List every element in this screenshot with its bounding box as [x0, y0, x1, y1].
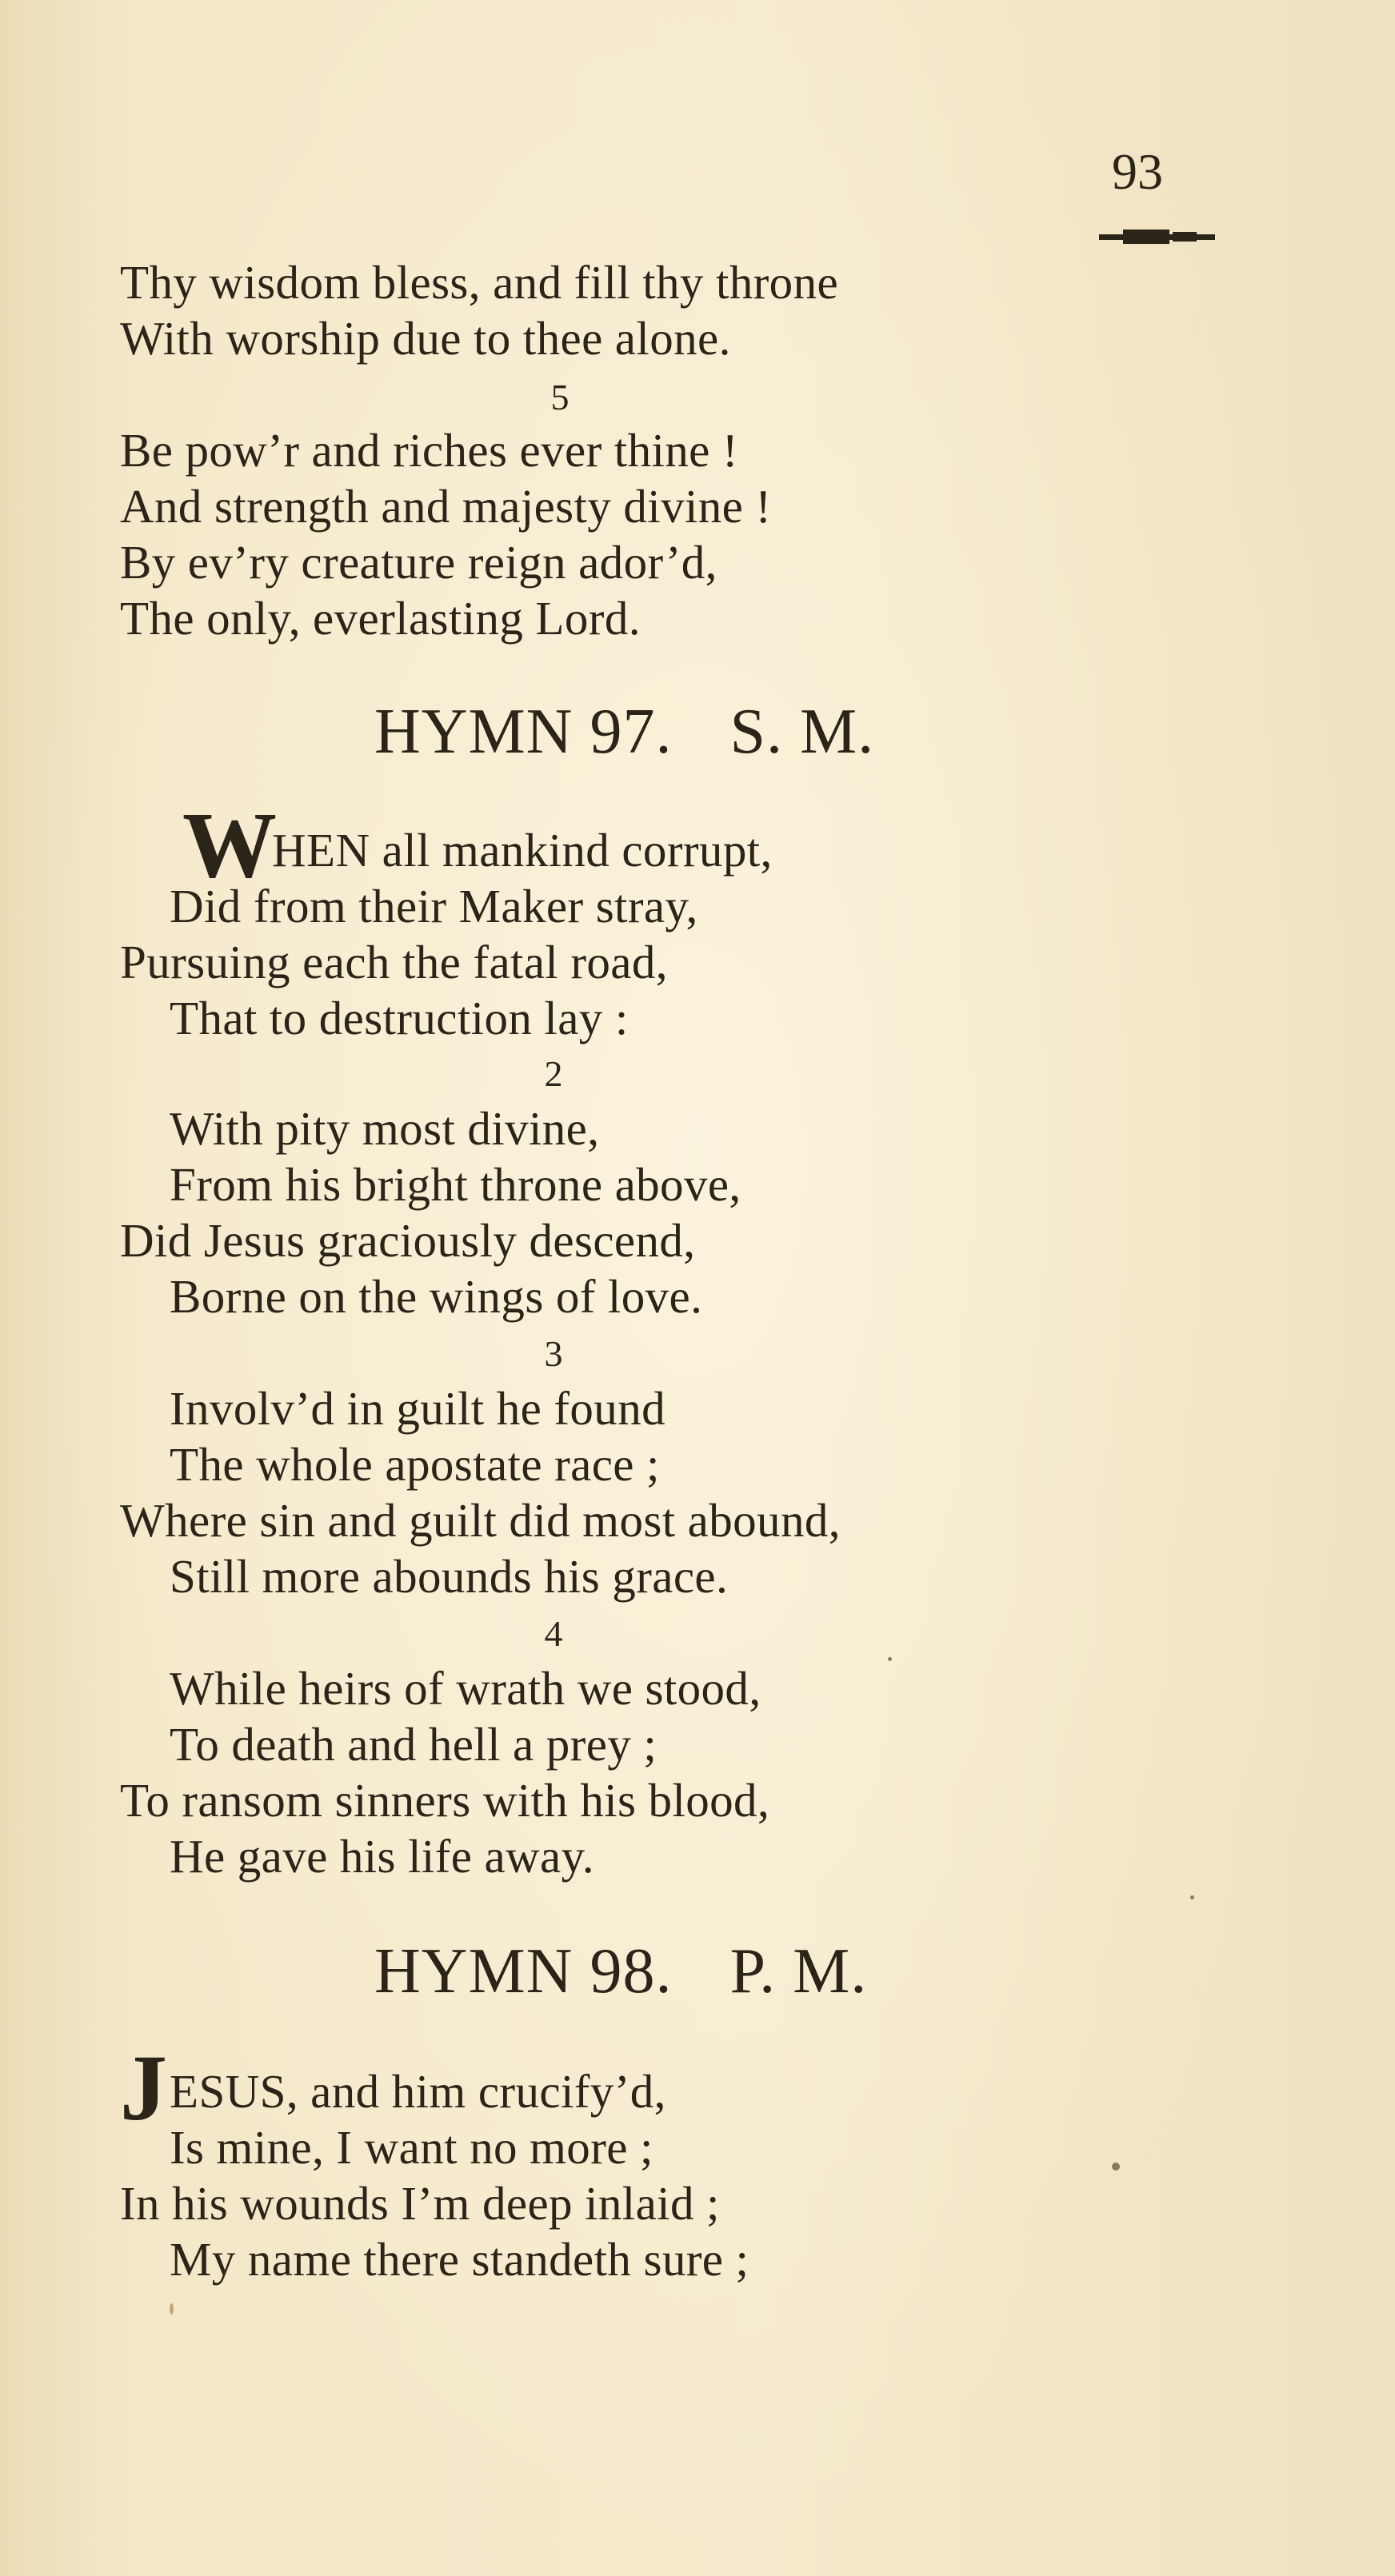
verse-line: Where sin and guilt did most abound, — [120, 1494, 841, 1547]
verse-line: ESUS, and him crucify’d, — [170, 2065, 666, 2118]
verse-line: Involv’d in guilt he found — [170, 1382, 666, 1435]
verse-line: The whole apostate race ; — [170, 1438, 660, 1491]
verse-line: And strength and majesty divine ! — [120, 480, 772, 533]
rule-ornament — [1099, 227, 1215, 246]
verse-line: Did from their Maker stray, — [170, 880, 698, 933]
stanza-number: 2 — [544, 1053, 563, 1094]
drop-cap: W — [182, 793, 277, 897]
verse-line: Be pow’r and riches ever thine ! — [120, 424, 738, 477]
paper-speck — [888, 1657, 892, 1661]
verse-line: Borne on the wings of love. — [170, 1270, 703, 1323]
verse-line: By ev’ry creature reign ador’d, — [120, 536, 717, 589]
verse-line: With worship due to thee alone. — [120, 312, 731, 365]
verse-line: Pursuing each the fatal road, — [120, 936, 668, 988]
verse-line: In his wounds I’m deep inlaid ; — [120, 2177, 720, 2230]
verse-line: With pity most divine, — [170, 1102, 600, 1155]
hymn-title: HYMN 97. — [374, 697, 673, 767]
verse-line: Still more abounds his grace. — [170, 1550, 729, 1603]
hymn-meter: P. M. — [729, 1936, 868, 2007]
paper-speck — [1112, 2163, 1120, 2171]
drop-cap: J — [120, 2035, 167, 2140]
verse-line: HEN all mankind corrupt, — [272, 824, 773, 877]
hymn-meter: S. M. — [729, 697, 875, 767]
hymn-97-heading — [374, 696, 874, 768]
verse-line: To ransom sinners with his blood, — [120, 1774, 770, 1827]
stanza-number: 4 — [544, 1613, 563, 1654]
hymn-title: HYMN 98. — [374, 1936, 673, 2007]
verse-line: To death and hell a prey ; — [170, 1718, 658, 1771]
verse-line: Thy wisdom bless, and fill thy throne — [120, 256, 839, 309]
verse-line: He gave his life away. — [170, 1830, 594, 1883]
verse-line: Is mine, I want no more ; — [170, 2121, 654, 2174]
verse-line: From his bright throne above, — [170, 1158, 741, 1211]
page-number: 93 — [1112, 143, 1163, 200]
verse-line: While heirs of wrath we stood, — [170, 1662, 761, 1715]
paper-speck — [170, 2303, 174, 2314]
verse-line: The only, everlasting Lord. — [120, 592, 641, 645]
paper-speck — [1190, 1895, 1194, 1899]
stanza-number: 3 — [544, 1333, 563, 1374]
stanza-number: 5 — [550, 377, 570, 417]
verse-line: Did Jesus graciously descend, — [120, 1214, 696, 1267]
verse-line: That to destruction lay : — [170, 992, 629, 1044]
verse-line: My name there standeth sure ; — [170, 2233, 749, 2286]
hymn-98-heading — [374, 1935, 867, 2007]
